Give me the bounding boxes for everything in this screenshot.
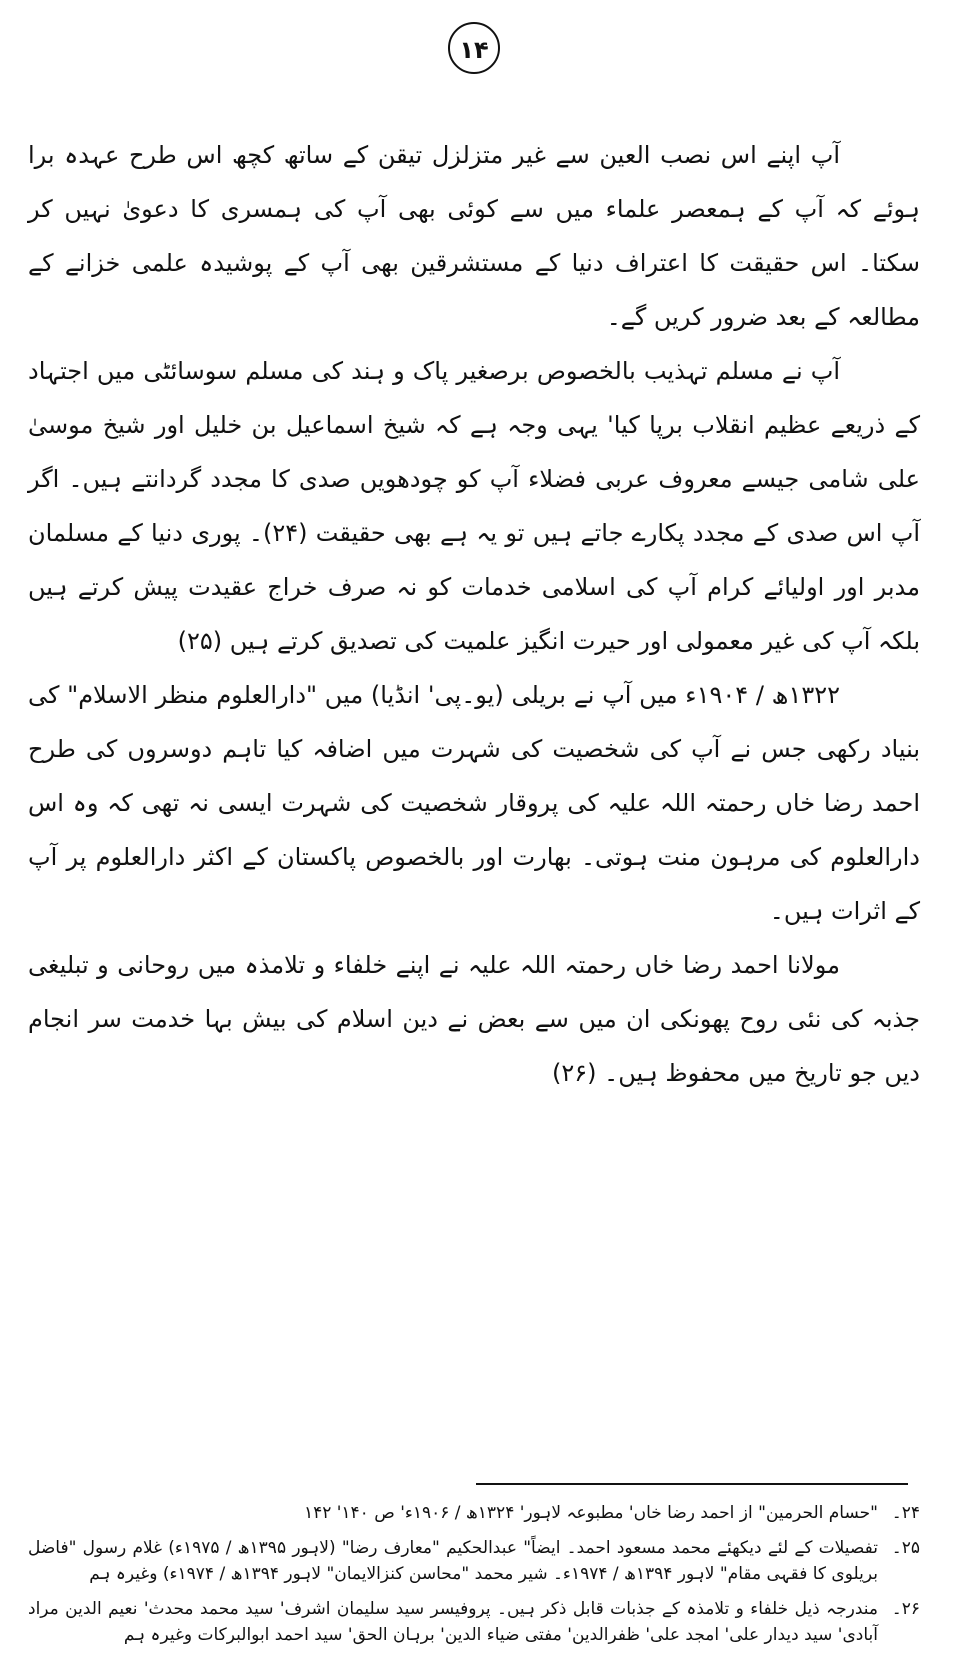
page-number-circle	[448, 22, 500, 74]
footnote-25	[28, 1535, 920, 1587]
paragraph-4: مولانا احمد رضا خاں رحمتہ اللہ علیہ نے اپنے خلفاء و تلامذہ میں روحانی و تبلیغی جذبہ کی نئی روح پھونکی ان میں سے بعض نے دین اسلام کی بیش بہا خدمت سر انجام دیں جو تاریخ میں محفوظ ہیں۔ (۲۶)	[28, 951, 920, 1087]
footnote-text: تفصیلات کے لئے دیکھئے محمد مسعود احمد۔ ایضاً" عبدالحکیم "معارف رضا" (لاہور ۱۳۹۵ھ / ۱۹۷۵ء) غلام رسول "فاضل بریلوی کا فقہی مقام" لاہور ۱۳۹۴ھ / ۱۹۷۴ء۔ شیر محمد "محاسن کنزالایمان" لاہور ۱۳۹۴ھ / ۱۹۷۴ء) وغیرہ ہم	[28, 1538, 879, 1584]
paragraph-3: ۱۳۲۲ھ / ۱۹۰۴ء میں آپ نے بریلی (یو۔پی' انڈیا) میں "دارالعلوم منظر الاسلام" کی بنیاد رکھی جس نے آپ کی شخصیت کی شہرت میں اضافہ کیا تاہم دوسروں کی طرح احمد رضا خاں رحمتہ اللہ علیہ کی پروقار شخصیت کی شہرت ایسی نہ تھی کہ وہ اس دارالعلوم کی مرہون منت ہوتی۔ بھارت اور بالخصوص پاکستان کے اکثر دارالعلوم پر آپ کے اثرات ہیں۔	[28, 681, 920, 925]
footnote-24	[28, 1500, 920, 1526]
page-number: ۱۴	[459, 36, 489, 64]
footnote-number: ۲۶۔	[891, 1599, 920, 1619]
paragraph-1: آپ اپنے اس نصب العین سے غیر متزلزل تیقن کے ساتھ کچھ اس طرح عہدہ برا ہوئے کہ آپ کے ہمعصر علماء میں سے کوئی بھی آپ کی ہمسری کا دعویٰ نہیں کر سکتا۔ اس حقیقت کا اعتراف دنیا کے مستشرقین بھی آپ کے پوشیدہ علمی خزانے کے مطالعہ کے بعد ضرور کریں گے۔	[28, 141, 920, 331]
footnotes	[28, 1500, 920, 1657]
footnote-26	[28, 1596, 920, 1648]
paragraph-2: آپ نے مسلم تہذیب بالخصوص برصغیر پاک و ہند کی مسلم سوسائٹی میں اجتہاد کے ذریعے عظیم انقلاب برپا کیا' یہی وجہ ہے کہ شیخ اسماعیل بن خلیل اور شیخ موسیٰ علی شامی جیسے معروف عربی فضلاء آپ کو چودھویں صدی کا مجدد گردانتے ہیں۔ اگر آپ اس صدی کے مجدد پکارے جاتے ہیں تو یہ ہے بھی حقیقت (۲۴)۔ پوری دنیا کے مسلمان مدبر اور اولیائے کرام آپ کی اسلامی خدمات کو نہ صرف خراج عقیدت پیش کرتے ہیں بلکہ آپ کی غیر معمولی اور حیرت انگیز علمیت کی تصدیق کرتے ہیں (۲۵)	[28, 357, 920, 655]
footnote-number: ۲۴۔	[891, 1503, 920, 1523]
footnote-text: مندرجہ ذیل خلفاء و تلامذہ کے جذبات قابل ذکر ہیں۔ پروفیسر سید سلیمان اشرف' سید محمد محدث' نعیم الدین مراد آبادی' سید دیدار علی' امجد علی' ظفرالدین' مفتی ضیاء الدین' برہان الحق' سید احمد ابوالبرکات وغیرہ ہم	[28, 1599, 878, 1645]
footnote-text: "حسام الحرمین" از احمد رضا خاں' مطبوعہ لاہور' ۱۳۲۴ھ / ۱۹۰۶ء' ص ۱۴۰' ۱۴۲	[303, 1503, 878, 1523]
footnote-divider	[476, 1483, 908, 1485]
footnote-number: ۲۵۔	[891, 1538, 920, 1558]
main-text	[28, 128, 920, 1100]
